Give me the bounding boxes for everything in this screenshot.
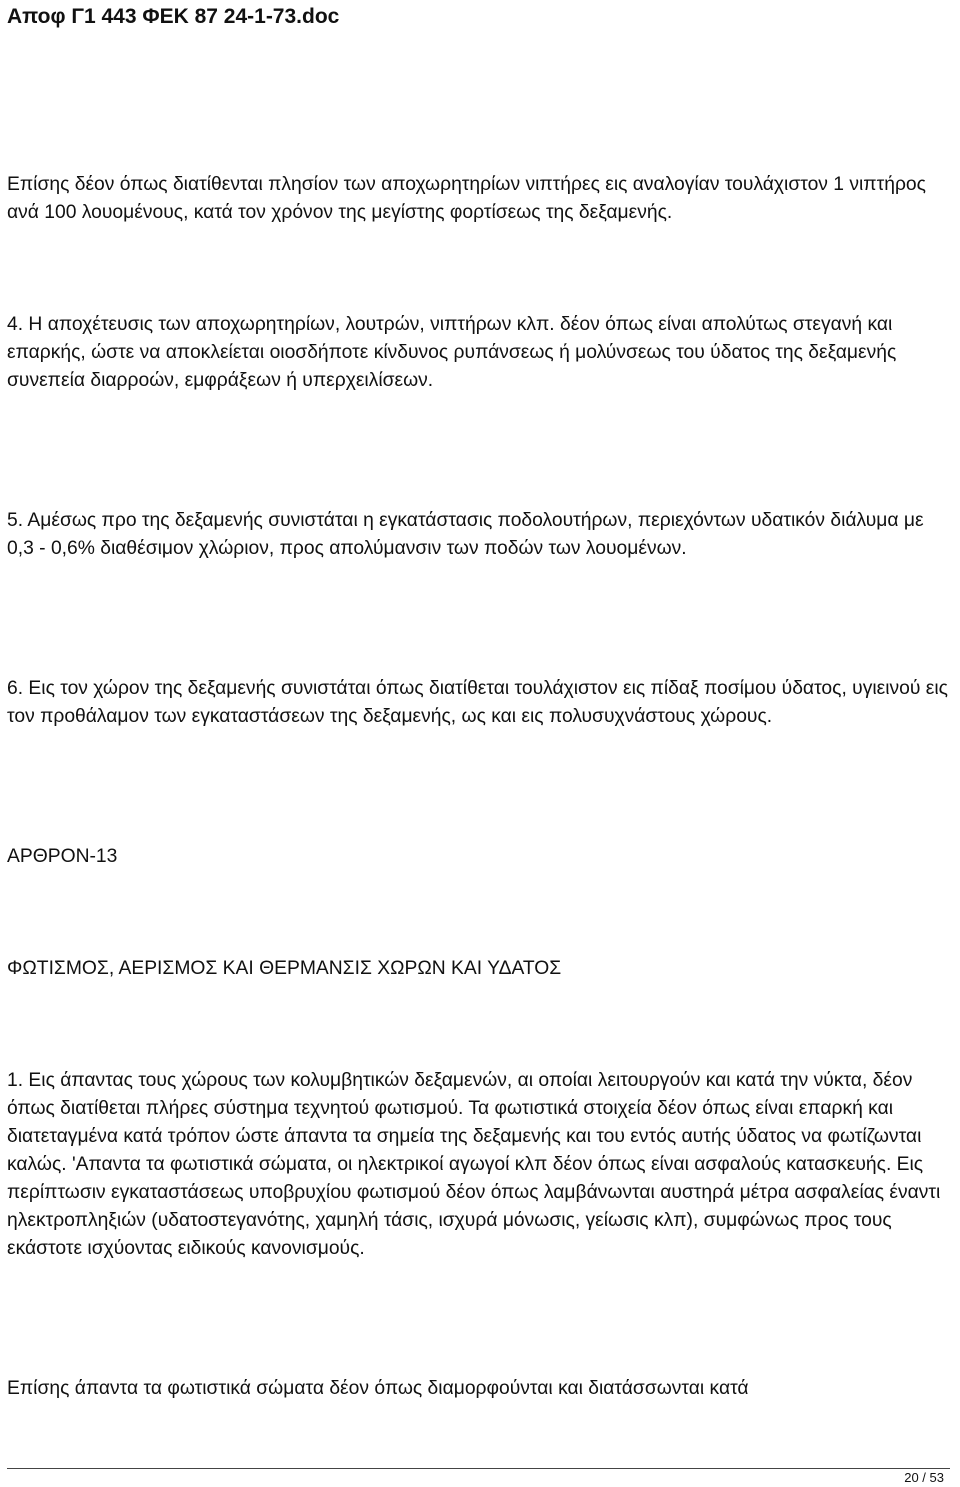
article-heading: ΑΡΘΡΟΝ-13 xyxy=(7,846,118,867)
paragraph-item-6-drinking-fountain: 6. Εις τον χώρον της δεξαμενής συνιστάται όπως διατίθεται τουλάχιστον εις πίδαξ ποσίμου ύδατος, υγιεινού εις τον προθάλαμον των εγκαταστάσεων της δεξαμενής, ως και εις πολυσυχνάστους χώρους. xyxy=(7,678,948,727)
paragraph-sinks: Επίσης δέον όπως διατίθενται πλησίον των αποχωρητηρίων νιπτήρες εις αναλογίαν τουλάχιστον 1 νιπτήρος ανά 100 λουομένους, κατά τον χρόνον της μεγίστης φορτίσεως της δεξαμενής. xyxy=(7,174,926,223)
article-subheading: ΦΩΤΙΣΜΟΣ, ΑΕΡΙΣΜΟΣ ΚΑΙ ΘΕΡΜΑΝΣΙΣ ΧΩΡΩΝ ΚΑΙ ΥΔΑΤΟΣ xyxy=(7,958,562,979)
paragraph-item-5-footbaths: 5. Αμέσως προ της δεξαμενής συνιστάται η εγκατάστασις ποδολουτήρων, περιεχόντων υδατικόν διάλυμα με 0,3 - 0,6% διαθέσιμον χλώριον, προς απολύμανσιν των ποδών των λουομένων. xyxy=(7,510,924,559)
page-number: 20 / 53 xyxy=(904,1470,944,1485)
paragraph-item-1-lighting: 1. Εις άπαντας τους χώρους των κολυμβητικών δεξαμενών, αι οποίαι λειτουργούν και κατά την νύκτα, δέον όπως διατίθεται πλήρες σύστημα τεχνητού φωτισμού. Τα φωτιστικά στοιχεία δέον όπως είναι επαρκή και διατεταγμένα κατά τρόπον ώστε άπαντα τα σημεία της δεξαμενής και του εντός αυτής ύδατος να φωτίζωνται καλώς. 'Απαντα τα φωτιστικά σώματα, οι ηλεκτρικοί αγωγοί κλπ δέον όπως είναι ασφαλούς κατασκευής. Εις περίπτωσιν εγκαταστάσεως υποβρυχίου φωτισμού δέον όπως λαμβάνωνται αυστηρά μέτρα ασφαλείας έναντι ηλεκτροπληξιών (υδατοστεγανότης, χαμηλή τάσις, ισχυρά μόνωσις, γείωσις κλπ), συμφώνως προς τους εκάστοτε ισχύοντας ειδικούς κανονισμούς. xyxy=(7,1070,941,1259)
paragraph-lighting-fixtures: Επίσης άπαντα τα φωτιστικά σώματα δέον όπως διαμορφούνται και διατάσσωνται κατά xyxy=(7,1378,749,1399)
footer-divider xyxy=(7,1468,950,1469)
document-title: Αποφ Γ1 443 ΦΕΚ 87 24-1-73.doc xyxy=(7,5,340,28)
paragraph-item-4-drainage: 4. Η αποχέτευσις των αποχωρητηρίων, λουτρών, νιπτήρων κλπ. δέον όπως είναι απολύτως στεγανή και επαρκής, ώστε να αποκλείεται οιοσδήποτε κίνδυνος ρυπάνσεως ή μολύνσεως του ύδατος της δεξαμενής συνεπεία διαρροών, εμφράξεων ή υπερχειλίσεων. xyxy=(7,314,897,391)
